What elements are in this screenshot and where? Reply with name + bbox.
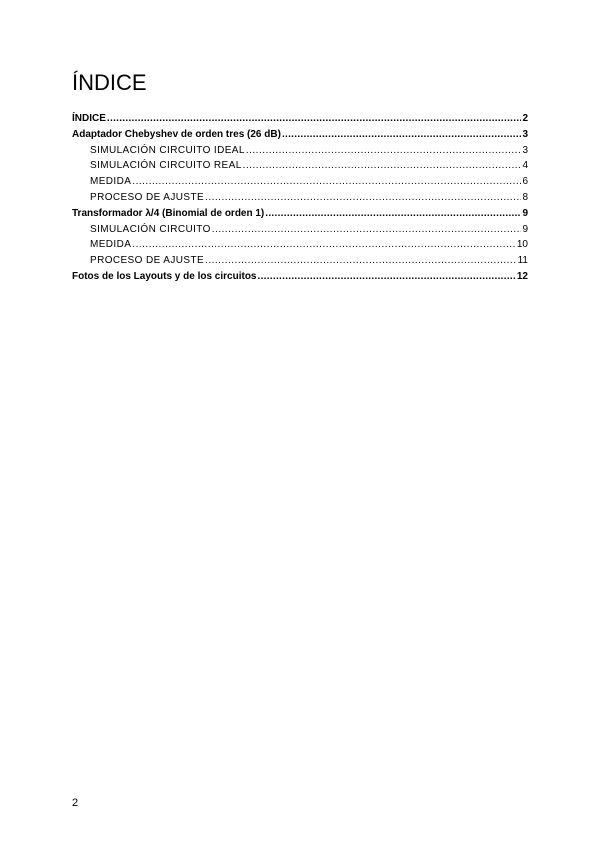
toc-subentry[interactable]: [72, 190, 528, 206]
toc-entry-title: Fotos de los Layouts y de los circuitos: [72, 270, 257, 282]
toc-leader-dots: [107, 111, 522, 127]
toc-entry-title: PROCESO DE AJUSTE: [90, 191, 205, 203]
toc-subentry[interactable]: [72, 174, 528, 190]
toc-entry[interactable]: [72, 206, 528, 222]
toc-entry[interactable]: [72, 111, 528, 127]
toc-subentry[interactable]: [72, 143, 528, 159]
toc-entry-page: 11: [517, 255, 528, 267]
toc-entry-page: 12: [516, 270, 528, 282]
toc-entry-title: SIMULACIÓN CIRCUITO: [90, 223, 211, 235]
toc-leader-dots: [212, 222, 522, 238]
toc-subentry[interactable]: [72, 253, 528, 269]
toc-leader-dots: [265, 206, 521, 222]
toc-subentry[interactable]: [72, 158, 528, 174]
toc-leader-dots: [246, 143, 522, 159]
toc-entry-page: 4: [522, 160, 528, 172]
toc-entry-title: Transformador λ/4 (Binomial de orden 1): [72, 207, 265, 219]
toc-leader-dots: [257, 269, 515, 285]
toc-entry-title: MEDIDA: [90, 239, 132, 251]
toc-entry-page: 2: [522, 113, 528, 124]
page-number: 2: [72, 797, 79, 809]
toc-subentry[interactable]: [72, 237, 528, 253]
toc-entry-title: MEDIDA: [90, 176, 132, 188]
toc-entry-title: SIMULACIÓN CIRCUITO IDEAL: [90, 144, 245, 156]
toc-leader-dots: [132, 174, 521, 190]
table-of-contents: [72, 111, 528, 285]
toc-leader-dots: [132, 237, 516, 253]
toc-entry-title: Adaptador Chebyshev de orden tres (26 dB): [72, 128, 281, 140]
toc-entry[interactable]: [72, 269, 528, 285]
toc-entry-page: 8: [522, 191, 528, 203]
toc-entry-page: 10: [516, 239, 528, 251]
toc-entry-page: 3: [522, 144, 528, 156]
page-heading: ÍNDICE: [72, 70, 147, 95]
toc-entry-page: 3: [522, 128, 528, 140]
toc-entry-title: ÍNDICE: [72, 113, 106, 124]
toc-leader-dots: [205, 253, 517, 269]
toc-entry-page: 9: [522, 207, 528, 219]
toc-leader-dots: [243, 158, 522, 174]
toc-entry-title: PROCESO DE AJUSTE: [90, 255, 205, 267]
toc-entry[interactable]: [72, 127, 528, 143]
toc-entry-title: SIMULACIÓN CIRCUITO REAL: [90, 160, 242, 172]
toc-entry-page: 9: [522, 223, 528, 235]
toc-leader-dots: [282, 127, 522, 143]
toc-entry-page: 6: [522, 176, 528, 188]
toc-leader-dots: [205, 190, 521, 206]
toc-subentry[interactable]: [72, 222, 528, 238]
